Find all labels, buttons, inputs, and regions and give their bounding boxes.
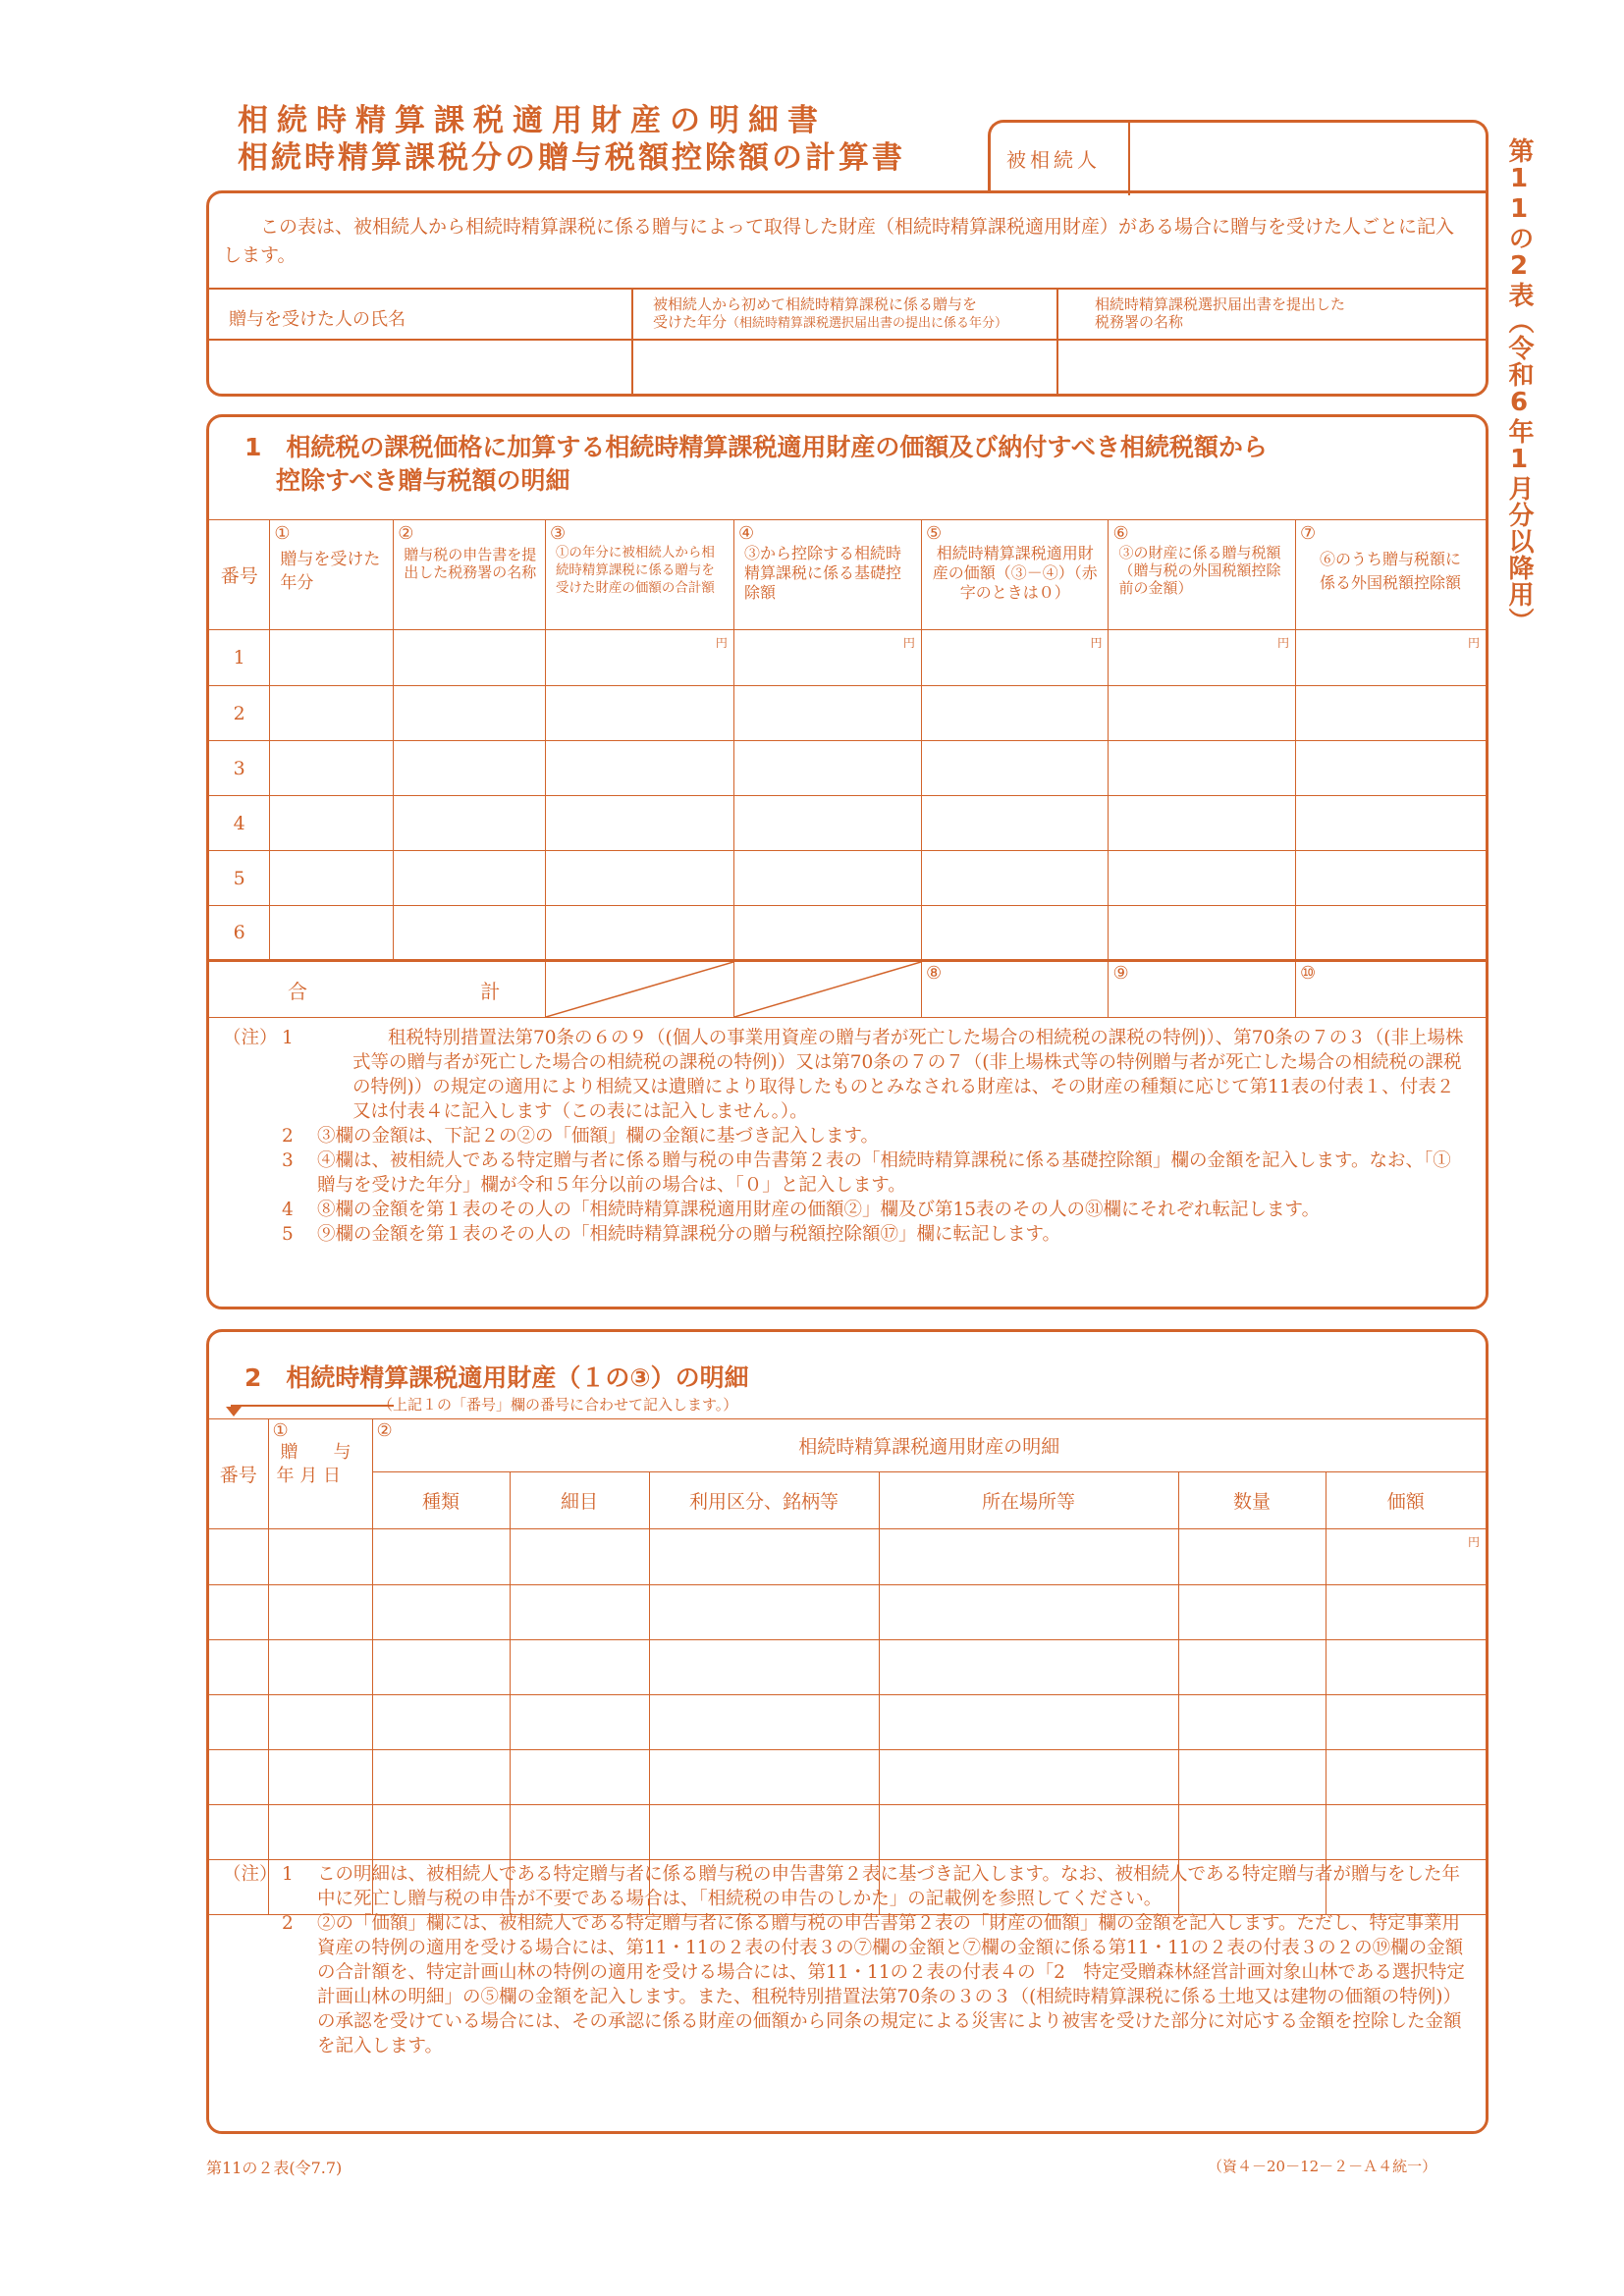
- note-text: ④欄は、被相続人である特定贈与者に係る贈与税の申告書第２表の「相続時精算課税に係る基礎控除額」欄の金額を記入します。なお、「① 贈与を受けた年分」欄が令和５年分以前の場合は、「０」と記入します。: [317, 1150, 1451, 1196]
- subcol-location: 所在場所等: [879, 1472, 1178, 1529]
- note-text: この明細は、被相続人である特定贈与者に係る贈与税の申告書第２表に基づき記入します。なお、被相続人である特定贈与者が贈与をした年中に死亡し贈与税の申告が不要である場合は、「相続税の申告のしかた」の記載例を参照してください。: [317, 1864, 1461, 1909]
- cell[interactable]: [1326, 1529, 1486, 1585]
- cell[interactable]: [372, 1585, 510, 1640]
- section2-col1-num: ①: [272, 1420, 289, 1441]
- cell[interactable]: [270, 906, 394, 961]
- cell[interactable]: [733, 796, 921, 851]
- total-num-8: ⑧: [925, 963, 943, 984]
- cell[interactable]: [394, 686, 546, 741]
- cell[interactable]: [1178, 1750, 1326, 1805]
- total-cell-9[interactable]: [1109, 961, 1296, 1018]
- section2-col1-label-a: 贈 与: [280, 1442, 352, 1463]
- cell[interactable]: [372, 1805, 510, 1860]
- notes-head: （注）: [223, 1864, 278, 1885]
- cell[interactable]: [1295, 741, 1486, 796]
- row-number: 2: [209, 686, 270, 741]
- col7-label: ⑥のうち贈与税額に係る外国税額控除額: [1319, 550, 1461, 592]
- intro-text: この表は、被相続人から相続時精算課税に係る贈与によって取得した財産（相続時精算課税適用財産）がある場合に贈与を受けた人ごとに記入します。: [223, 216, 1455, 266]
- total-cell-8[interactable]: [921, 961, 1109, 1018]
- total-cell-diagonal: [733, 961, 921, 1018]
- intro-col2-small: （相続時精算課税選択届出書の提出に係る年分）: [727, 316, 1008, 331]
- note-text: ⑨欄の金額を第１表のその人の「相続時精算課税分の贈与税額控除額⑰」欄に転記します。: [317, 1224, 1061, 1245]
- yen-unit: 円: [1090, 636, 1103, 650]
- cell[interactable]: [510, 1640, 649, 1695]
- cell[interactable]: [733, 630, 921, 686]
- cell[interactable]: [510, 1529, 649, 1585]
- cell[interactable]: [1326, 1585, 1486, 1640]
- cell[interactable]: [209, 1695, 268, 1750]
- cell[interactable]: [270, 686, 394, 741]
- cell[interactable]: [372, 1640, 510, 1695]
- note-text: ②の「価額」欄には、被相続人である特定贈与者に係る贈与税の申告書第２表の「財産の価額」欄の金額を記入します。ただし、特定事業用資産の特例の適用を受ける場合には、第11・11の２表の付表３の⑦欄の金額と⑦欄の金額に係る第11・11の２表の付表３の２の⑲欄の金額の合計額を、特定計画山林の特例の適用を受ける場合には、第11・11の２表の付表４の「2 特定受贈森林経営計画対象山林である選択特定計画山林の明細」の⑤欄の金額を記入します。また、租税特別措置法第70条の３の３（(相続時精算課税に係る土地又は建物の価額の特例)）の承認を受けている場合には、その承認に係る財産の価額から同条の規定による災害により被害を受けた部分に対応する金額を控除した金額を記入します。: [317, 1913, 1465, 2056]
- cell[interactable]: [733, 686, 921, 741]
- cell[interactable]: [1295, 630, 1486, 686]
- cell[interactable]: [394, 630, 546, 686]
- cell[interactable]: [649, 1750, 879, 1805]
- col6-label: ③の財産に係る贈与税額（贈与税の外国税額控除前の金額）: [1118, 544, 1281, 597]
- section2-col1-label-b: 年 月 日: [276, 1466, 341, 1486]
- table-row: [209, 1695, 1486, 1750]
- cell[interactable]: [268, 1529, 372, 1585]
- cell[interactable]: [921, 630, 1109, 686]
- section1-table: [209, 519, 1486, 1018]
- cell[interactable]: [268, 1750, 372, 1805]
- notes-head: （注）: [223, 1028, 278, 1048]
- table-row: [209, 1529, 1486, 1585]
- cell[interactable]: [545, 630, 733, 686]
- title-line1: 相続時精算課税適用財産の明細書: [238, 103, 827, 138]
- section1-box: [206, 414, 1489, 1309]
- section2-box: [206, 1329, 1489, 2134]
- table-row: [209, 1640, 1486, 1695]
- note-text: 租税特別措置法第70条の６の９（(個人の事業用資産の贈与者が死亡した場合の相続税の課税の特例)）、第70条の７の３（(非上場株式等の贈与者が死亡した場合の相続税の課税の特例)）又は第70条の７の７（(非上場株式等の特例贈与者が死亡した場合の相続税の課税の特例)）の規定の適用により相続又は遺贈により取得したものとみなされる財産は、その財産の種類に応じて第11表の付表１、付表２又は付表４に記入します（この表には記入しません。）。: [352, 1028, 1464, 1122]
- table-row: [209, 1805, 1486, 1860]
- side-label: 第11の2表（令和6年1月分以降用）: [1504, 137, 1534, 634]
- cell[interactable]: [649, 1695, 879, 1750]
- total-num-10: ⑩: [1299, 963, 1317, 984]
- cell[interactable]: [921, 906, 1109, 961]
- col5-num: ⑤: [925, 523, 943, 544]
- note-number: 3: [282, 1150, 294, 1171]
- col2-label: 贈与税の申告書を提出した税務署の名称: [404, 546, 537, 581]
- section2-col2-label: 相続時精算課税適用財産の明細: [798, 1436, 1060, 1458]
- cell[interactable]: [545, 906, 733, 961]
- subcol-type: 種類: [372, 1472, 510, 1529]
- col4-num: ④: [737, 523, 755, 544]
- cell[interactable]: [649, 1805, 879, 1860]
- cell[interactable]: [268, 1640, 372, 1695]
- col7-num: ⑦: [1299, 523, 1317, 544]
- cell[interactable]: [209, 1585, 268, 1640]
- col1-label: 贈与を受けた年分: [280, 550, 381, 593]
- cell[interactable]: [510, 1585, 649, 1640]
- decedent-label: 被相続人: [1006, 148, 1101, 172]
- table-row: [209, 630, 1486, 686]
- cell[interactable]: [921, 796, 1109, 851]
- intro-col3-line1: 相続時精算課税選択届出書を提出した: [1095, 295, 1346, 313]
- cell[interactable]: [1109, 796, 1296, 851]
- cell[interactable]: [1295, 906, 1486, 961]
- cell[interactable]: [649, 1585, 879, 1640]
- cell[interactable]: [545, 796, 733, 851]
- subcol-quantity: 数量: [1178, 1472, 1326, 1529]
- section1-title-line2: 控除すべき贈与税額の明細: [276, 466, 570, 495]
- cell[interactable]: [510, 1750, 649, 1805]
- cell[interactable]: [545, 686, 733, 741]
- yen-unit: 円: [902, 636, 915, 650]
- cell[interactable]: [1178, 1585, 1326, 1640]
- cell[interactable]: [733, 851, 921, 906]
- subcol-detail: 細目: [510, 1472, 649, 1529]
- cell[interactable]: [394, 851, 546, 906]
- cell[interactable]: [270, 741, 394, 796]
- table-row: [209, 686, 1486, 741]
- total-label-b: 計: [480, 979, 501, 1003]
- cell[interactable]: [1109, 906, 1296, 961]
- yen-unit: 円: [1467, 636, 1480, 650]
- cell[interactable]: [394, 741, 546, 796]
- note-number: 1: [282, 1028, 294, 1048]
- col3-num: ③: [549, 523, 567, 544]
- cell[interactable]: [649, 1529, 879, 1585]
- cell[interactable]: [209, 1805, 268, 1860]
- row-number: 3: [209, 741, 270, 796]
- footer-left: 第11の２表(令7.7): [206, 2159, 343, 2177]
- title-line2: 相続時精算課税分の贈与税額控除額の計算書: [238, 140, 905, 176]
- cell[interactable]: [209, 1529, 268, 1585]
- total-cell-10[interactable]: [1295, 961, 1486, 1018]
- section2-col2-num: ②: [376, 1420, 393, 1441]
- subcol-usage: 利用区分、銘柄等: [649, 1472, 879, 1529]
- cell[interactable]: [372, 1695, 510, 1750]
- table-row: [209, 796, 1486, 851]
- note-number: 4: [282, 1200, 294, 1220]
- cell[interactable]: [270, 796, 394, 851]
- cell[interactable]: [1326, 1805, 1486, 1860]
- cell[interactable]: [1109, 851, 1296, 906]
- total-row: [209, 961, 1486, 1018]
- section1-header-row: [209, 520, 1486, 630]
- col6-num: ⑥: [1112, 523, 1129, 544]
- table-row: [209, 851, 1486, 906]
- tax-office-field[interactable]: [1058, 341, 1486, 394]
- cell[interactable]: [268, 1695, 372, 1750]
- cell[interactable]: [879, 1750, 1178, 1805]
- note-number: 5: [282, 1224, 294, 1245]
- cell[interactable]: [1295, 851, 1486, 906]
- cell[interactable]: [1178, 1640, 1326, 1695]
- yen-unit: 円: [1276, 636, 1289, 650]
- cell[interactable]: [1109, 630, 1296, 686]
- yen-unit: 円: [715, 636, 728, 650]
- donee-name-field[interactable]: [211, 341, 631, 394]
- cell[interactable]: [921, 686, 1109, 741]
- cell[interactable]: [921, 851, 1109, 906]
- cell[interactable]: [510, 1695, 649, 1750]
- section1-title-line1: 1 相続税の課税価格に加算する相続時精算課税適用財産の価額及び納付すべき相続税額から: [244, 433, 1268, 461]
- section2-subnote: （上記１の「番号」欄の番号に合わせて記入します。）: [378, 1396, 738, 1414]
- col5-label: 相続時精算課税適用財産の価額（③－④）（赤字のときは０）: [932, 544, 1098, 602]
- down-arrow-icon: [226, 1407, 242, 1416]
- cell[interactable]: [1109, 686, 1296, 741]
- table-row: [209, 741, 1486, 796]
- cell[interactable]: [209, 1750, 268, 1805]
- number-header: 番号: [209, 520, 270, 630]
- cell[interactable]: [268, 1805, 372, 1860]
- cell[interactable]: [879, 1695, 1178, 1750]
- cell[interactable]: [879, 1805, 1178, 1860]
- decedent-name-field[interactable]: [1130, 123, 1486, 191]
- intro-col1-label: 贈与を受けた人の氏名: [229, 309, 406, 330]
- row-number: 5: [209, 851, 270, 906]
- cell[interactable]: [1178, 1805, 1326, 1860]
- cell[interactable]: [545, 851, 733, 906]
- cell[interactable]: [1326, 1640, 1486, 1695]
- cell[interactable]: [1295, 796, 1486, 851]
- cell[interactable]: [372, 1750, 510, 1805]
- cell[interactable]: [1178, 1695, 1326, 1750]
- footer-right: （資４－20－12－２－Ａ４統一）: [1208, 2158, 1437, 2175]
- cell[interactable]: [394, 796, 546, 851]
- intro-box: [206, 190, 1489, 397]
- note-number: 2: [282, 1126, 294, 1147]
- col1-num: ①: [274, 523, 291, 544]
- cell[interactable]: [733, 741, 921, 796]
- total-num-9: ⑨: [1112, 963, 1129, 984]
- section2-table: [209, 1418, 1486, 1915]
- subcol-value: 価額: [1326, 1472, 1486, 1529]
- table-row: [209, 1585, 1486, 1640]
- cell[interactable]: [649, 1640, 879, 1695]
- col3-label: ①の年分に被相続人から相続時精算課税に係る贈与を受けた財産の価額の合計額: [555, 545, 715, 596]
- first-gift-year-field[interactable]: [633, 341, 1056, 394]
- cell[interactable]: [879, 1585, 1178, 1640]
- cell[interactable]: [1326, 1750, 1486, 1805]
- cell[interactable]: [394, 906, 546, 961]
- cell[interactable]: [1109, 741, 1296, 796]
- col2-num: ②: [398, 523, 414, 544]
- total-cell-diagonal: [545, 961, 733, 1018]
- row-number: 6: [209, 906, 270, 961]
- section2-title: 2 相続時精算課税適用財産（１の③）の明細: [244, 1363, 749, 1392]
- cell[interactable]: [268, 1585, 372, 1640]
- col4-label: ③から控除する相続時精算課税に係る基礎控除額: [743, 544, 901, 602]
- note-number: 2: [282, 1913, 294, 1934]
- cell[interactable]: [1178, 1529, 1326, 1585]
- note-text: ⑧欄の金額を第１表のその人の「相続時精算課税適用財産の価額②」欄及び第15表のその人の㉛欄にそれぞれ転記します。: [317, 1200, 1321, 1220]
- intro-col2-line1: 被相続人から初めて相続時精算課税に係る贈与を: [653, 295, 978, 313]
- cell[interactable]: [270, 630, 394, 686]
- table-row: [209, 906, 1486, 961]
- cell[interactable]: [1326, 1695, 1486, 1750]
- total-label-a: 合: [288, 979, 307, 1003]
- decedent-box: [988, 120, 1489, 192]
- cell[interactable]: [879, 1640, 1178, 1695]
- intro-col3-line2: 税務署の名称: [1095, 313, 1184, 331]
- cell[interactable]: [510, 1805, 649, 1860]
- section2-arrow-line: [231, 1405, 394, 1407]
- cell[interactable]: [372, 1529, 510, 1585]
- note-number: 1: [282, 1864, 294, 1885]
- table-row: [209, 1750, 1486, 1805]
- row-number: 4: [209, 796, 270, 851]
- cell[interactable]: [270, 851, 394, 906]
- cell[interactable]: [733, 906, 921, 961]
- intro-col2-line2: 受けた年分: [653, 313, 728, 331]
- cell[interactable]: [1295, 686, 1486, 741]
- cell[interactable]: [879, 1529, 1178, 1585]
- note-text: ③欄の金額は、下記２の②の「価額」欄の金額に基づき記入します。: [317, 1126, 880, 1147]
- cell[interactable]: [209, 1640, 268, 1695]
- cell[interactable]: [921, 741, 1109, 796]
- section2-number-header: 番号: [209, 1419, 268, 1529]
- yen-unit: 円: [1467, 1535, 1480, 1549]
- row-number: 1: [209, 630, 270, 686]
- cell[interactable]: [545, 741, 733, 796]
